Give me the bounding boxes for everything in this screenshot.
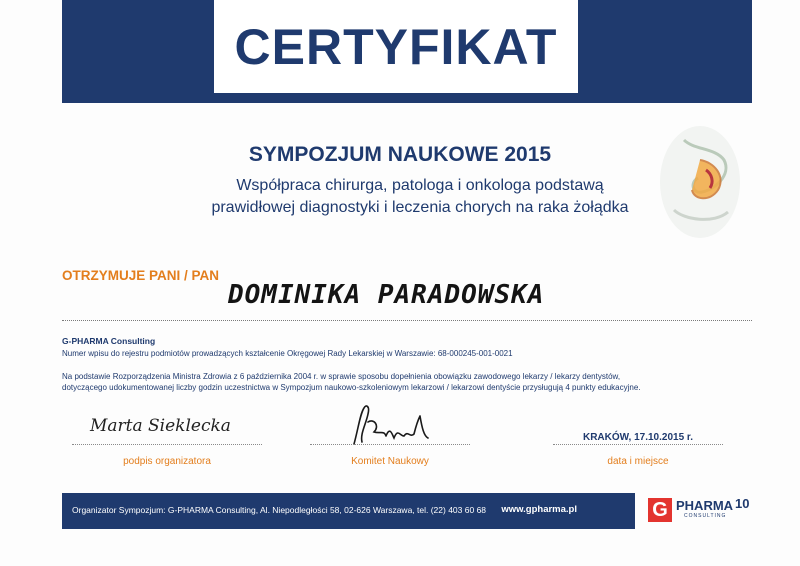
registry-number: Numer wpisu do rejestru podmiotów prowadzących kształcenie Okręgowej Rady Lekarskiej w Warszawie: 68-000245-001-0021 [62, 349, 513, 358]
symposium-title: SYMPOZJUM NAUKOWE 2015 [248, 143, 552, 166]
committee-signature-label: Komitet Naukowy [351, 456, 429, 467]
footer-website-link[interactable]: www.gpharma.pl [501, 504, 577, 515]
date-line [553, 444, 723, 445]
legal-note-line1: Na podstawie Rozporządzenia Ministra Zdrowia z 6 października 2004 r. w sprawie sposobu dopełnienia obowiązku zawodowego lekarzy / lekarzy dentystów, [62, 372, 621, 381]
organizer-signature: Marta Sieklecka [90, 416, 231, 436]
legal-note-line2: dotyczącego udokumentowanej liczby godzin uczestnictwa w Sympozjum naukowo-szkoleniowym lekarzowi / lekarzowi dentyście przysługują 4 punkty edukacyjne. [62, 383, 641, 392]
symposium-subtitle-line1: Współpraca chirurga, patologa i onkologa podstawą [236, 177, 604, 194]
organizer-signature-label: podpis organizatora [123, 456, 211, 467]
footer-band [62, 493, 635, 529]
gpharma-logo [648, 496, 754, 524]
logo-text: PHARMA [676, 498, 734, 513]
logo-g-icon: G [648, 498, 672, 522]
logo-subtext: CONSULTING [684, 513, 727, 519]
recipient-label: OTRZYMUJE PANI / PAN [62, 268, 220, 283]
symposium-subtitle-line2: prawidłowej diagnostyki i leczenia chorych na raka żołądka [211, 199, 629, 216]
organizer-signature-line [72, 444, 262, 445]
date-label: data i miejsce [607, 456, 669, 467]
certificate-title: CERTYFIKAT [234, 18, 558, 75]
committee-signature [346, 400, 436, 450]
footer-organizer-info: Organizator Sympozjum: G-PHARMA Consulting, Al. Niepodległości 58, 02-626 Warszawa, tel. (22) 403 60 68 [72, 505, 487, 515]
committee-signature-line [310, 444, 470, 445]
recipient-divider [62, 320, 752, 321]
logo-anniversary-number: 10 [735, 496, 750, 511]
organizer-name: G-PHARMA Consulting [62, 336, 156, 346]
title-box [214, 0, 578, 93]
issue-date: KRAKÓW, 17.10.2015 r. [582, 432, 694, 443]
recipient-name: DOMINIKA PARADOWSKA [228, 280, 545, 310]
